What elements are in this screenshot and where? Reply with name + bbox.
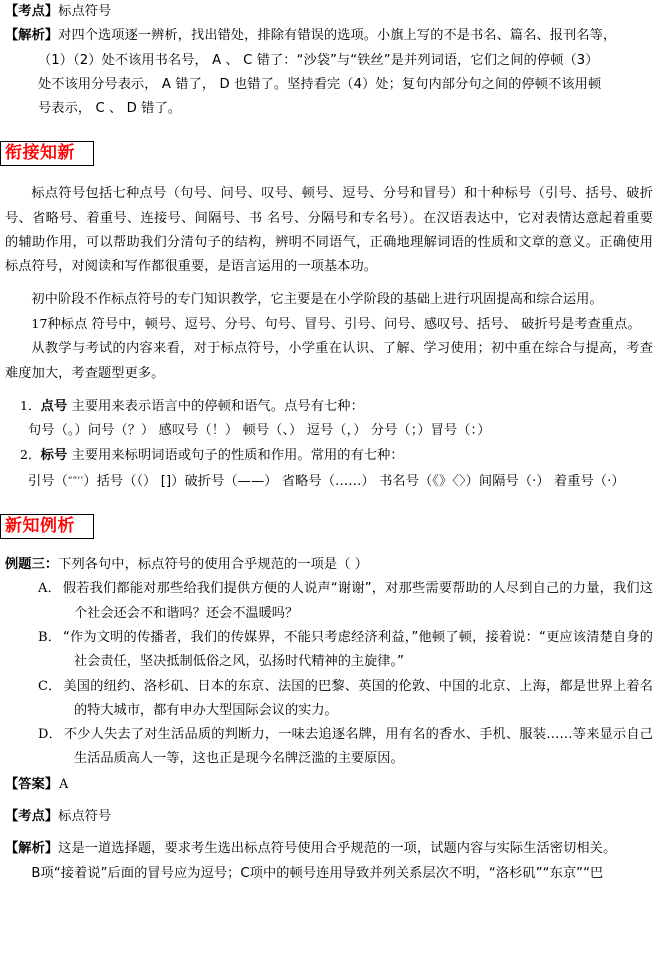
top-jiexi-line3: [0, 73, 655, 97]
option-a-text: 假若我们都能对那些给我们提供方便的人说声“谢谢”，对那些需要帮助的人尽到自己的力量，我们这个社会还会不和谐吗？还会不温暖吗？: [62, 581, 653, 621]
jiexi-text-4: 号表示， C 、 D 错了。: [38, 101, 182, 117]
answer-label: 【答案】: [5, 776, 59, 792]
item-2-number: 2．: [20, 447, 41, 463]
item-1-term: 点号: [40, 398, 68, 414]
option-c-text: 美国的纽约、洛杉矶、日本的东京、法国的巴黎、英国的伦敦、中国的北京、上海，都是世界上着名的特大城市，都有申办大型国际会议的实力。: [63, 678, 653, 718]
jiexi-text-2: （1）（2）处不该用书名号， A 、 C 错了：“沙袋”与“铁丝”是并列词语，它们之间的停顿（3）: [38, 52, 599, 68]
answer-line: [0, 772, 655, 797]
bottom-kaodian-value: 标点符号: [58, 809, 112, 825]
section-header-linkup-label: 衔接知新: [0, 141, 94, 166]
spacer: [0, 539, 655, 553]
punctuation-count: 17: [31, 315, 48, 331]
spacer: [0, 166, 655, 182]
section-header-examples: [0, 514, 655, 539]
bottom-kaodian-line: [0, 805, 655, 829]
example-question-line: [0, 553, 655, 577]
linkup-paragraph-3: [0, 312, 655, 337]
answer-value: A: [59, 775, 69, 791]
item-2-term: 标号: [40, 448, 68, 464]
option-a-letter: A．: [38, 581, 61, 597]
bottom-jiexi-label: 【解析】: [5, 841, 59, 857]
bottom-kaodian-label: 【考点】: [5, 809, 59, 825]
spacer: [0, 494, 655, 514]
bottom-jiexi-line2: B项“接着说”后面的冒号应为逗号；C项中的顿号连用导致并列关系层次不明，“洛杉矶”“东京”“巴: [31, 865, 604, 881]
linkup-paragraph-1: 标点符号包括七种点号（句号、问号、叹号、顿号、逗号、分号和冒号）和十种标号（引号、括号、破折号、省略号、着重号、连接号、间隔号、书 名号、分隔号和专名号）。在汉语表达中，它对表情达意起着重要 的辅助作用，可以帮助我们分清句子的结构，辨明不同语气，正确地理解词语的性质和文章的意义。正确使用标点符号，对阅读和写作都很重要，是语言运用的一项基本功。: [5, 186, 653, 275]
spacer: [0, 797, 655, 805]
linkup-paragraph-4: 从教学与考试的内容来看，对于标点符号，小学重在认识、了解、学习使用；初中重在综合与提高，考查难度加大，考查题型更多。: [5, 341, 653, 381]
linkup-paragraph-2: 初中阶段不作标点符号的专门知识教学，它主要是在小学阶段的基础上进行巩固提高和综合运用。: [31, 291, 603, 307]
item-2-description: 主要用来标明词语或句子的性质和作用。常用的有七种：: [71, 448, 404, 464]
top-jiexi-line4: [0, 97, 655, 121]
option-d-letter: D．: [38, 727, 62, 743]
item-1-description: 主要用来表示语言中的停顿和语气。点号有七种：: [71, 398, 364, 414]
top-jiexi-line2: [0, 49, 655, 73]
option-d[interactable]: [0, 723, 655, 772]
linkup-item-1-list: 句号（。）问号（？） 感叹号（！） 顿号（、） 逗号（，） 分号（；）冒号（：）: [28, 423, 491, 439]
top-kaodian-line: [0, 0, 655, 24]
item-1-number: 1．: [20, 397, 41, 413]
example-question-text: 下列各句中，标点符号的使用合乎规范的一项是（ ）: [58, 557, 369, 573]
kaodian-label: 【考点】: [5, 4, 59, 19]
option-d-text: 不少人失去了对生活品质的判断力，一味去追逐名牌，用有名的香水、手机、服装……等来显示自己生活品质高人一等，这也正是现今名牌泛滥的主要原因。: [63, 727, 653, 767]
section-header-examples-label: 新知例析: [0, 514, 94, 539]
option-a[interactable]: [0, 577, 655, 626]
linkup-item-1: [0, 394, 655, 419]
spacer: [0, 829, 655, 837]
jiexi-text-1: 对四个选项逐一辨析，找出错处，排除有错误的选项。小旗上写的不是书名、篇名、报刊名等，: [58, 28, 617, 44]
option-c[interactable]: [0, 675, 655, 724]
bottom-jiexi-text-1: 这是一道选择题，要求考生选出标点符号使用合乎规范的一项，试题内容与实际生活密切相关。: [58, 841, 617, 857]
item-2-list-prefix: 引号（: [28, 473, 68, 489]
item-2-list-suffix: ）括号（（） []）破折号（——） 省略号（……） 书名号（《》〈〉）间隔号（·） 着重号（·）: [83, 473, 625, 489]
quotation-mark-glyphs: “”‘’: [67, 475, 84, 486]
jiexi-label: 【解析】: [5, 28, 59, 44]
linkup-paragraph-3-text: 种标点 符号中，顿号、逗号、分号、句号、冒号、引号、问号、感叹号、括号、 破折号是考查重点。: [47, 316, 641, 332]
spacer: [0, 280, 655, 288]
spacer: [0, 121, 655, 141]
linkup-item-2-list: [0, 469, 655, 494]
spacer: [0, 386, 655, 394]
jiexi-text-3: 处不该用分号表示， A 错了， D 也错了。坚持看完（4）处；复句内部分句之间的停顿不该用顿: [38, 76, 602, 92]
section-header-linkup: [0, 141, 655, 166]
option-c-letter: C．: [38, 678, 62, 694]
kaodian-value: 标点符号: [58, 4, 112, 19]
option-b-letter: B．: [38, 629, 61, 645]
option-b-text: “作为文明的传播者，我们的传媒界，不能只考虑经济利益，”他顿了顿，接着说：“更应该清楚自身的社会责任，坚决抵制低俗之风，弘扬时代精神的主旋律。”: [62, 629, 653, 670]
example-question-label: 例题三：: [5, 557, 59, 573]
linkup-item-2: [0, 443, 655, 468]
option-b[interactable]: [0, 626, 655, 675]
top-jiexi-line1: [0, 24, 655, 48]
bottom-jiexi-line1: [0, 837, 655, 861]
